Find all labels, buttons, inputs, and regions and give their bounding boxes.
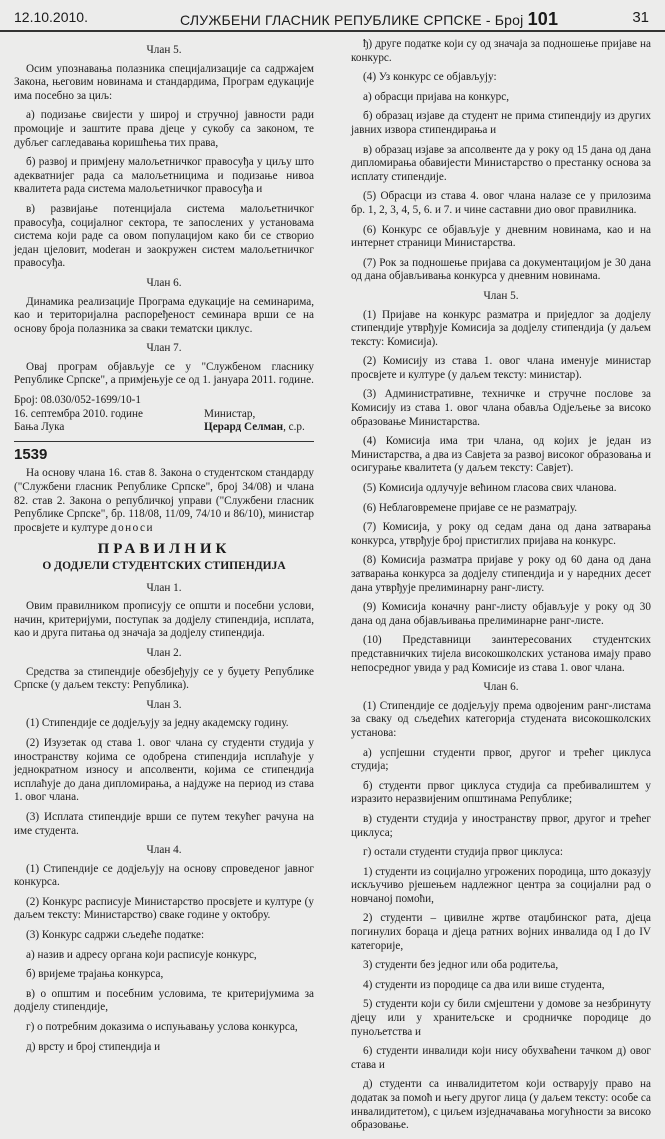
page-number: 31: [632, 9, 649, 26]
article-title: Члан 5.: [146, 44, 182, 56]
signature-block: [14, 394, 314, 435]
signature-place: Бања Лука: [14, 421, 65, 434]
paragraph: а) подизање свијести у широј и стручној јавности ради промоције и заштите права дјеце у сукобу са законом, те дубљег сагледавања коришћења тих права,: [14, 109, 314, 149]
act-number: 1539: [14, 445, 48, 463]
paragraph: (5) Комисија одлучује већином гласова свих чланова.: [363, 482, 617, 495]
paragraph: (3) Конкурс садржи сљедеће податке:: [26, 929, 205, 942]
paragraph: д) студенти са инвалидитетом који остварују право на додатак за помоћ и његу другог лица (у даљем тексту: особе са инвалидитетом), с циљем изједначавања могућности за високо образовање.: [351, 1078, 651, 1132]
paragraph: Средства за стипендије обезбјеђују се у буџету Републике Српске (у даљем тексту: Република).: [14, 665, 314, 692]
article-title: Члан 3.: [146, 698, 182, 711]
paragraph: а) обрасци пријава на конкурс,: [363, 90, 510, 103]
paragraph: (4) Уз конкурс се објављују:: [363, 71, 497, 84]
article-title: Члан 7.: [146, 342, 182, 355]
paragraph: в) развијање потенцијала система малољетничког правосуђа, социјалног сектора, те запослених у установама система који раде са овом популацијом како би се створио један цјеловит, моderан и заокружен систем малољетничког правосуђа.: [14, 202, 314, 270]
article-title: Члан 4.: [146, 844, 182, 857]
document-subtitle: О ДОДЈЕЛИ СТУДЕНТСКИХ СТИПЕНДИЈА: [42, 560, 286, 572]
signature-date: 16. септембра 2010. године: [14, 407, 143, 420]
article-title: Члан 5.: [483, 289, 519, 302]
paragraph: д) врсту и број стипендија и: [26, 1040, 161, 1053]
paragraph: 6) студенти инвалиди који нису обухваћени тачком д) овог става и: [351, 1045, 651, 1071]
document-title: ПРАВИЛНИК: [97, 541, 231, 558]
preamble: [14, 467, 314, 535]
signatory-role: Министар,: [204, 407, 256, 420]
article-title: Члан 6.: [483, 681, 519, 694]
preamble-end: доноси: [110, 521, 154, 534]
left-column: [14, 38, 314, 1060]
paragraph: Овај програм објављује се у "Службеном гласнику Републике Српске", а примјењује се од 1. јануара 2011. године.: [14, 360, 314, 387]
paragraph: (3) Административне, техничке и стручне послове за Комисију из става 1. овог члана обавља Одјељење за високо образовање Министарства.: [351, 388, 651, 428]
journal-title: [180, 9, 558, 30]
paragraph: (2) Изузетак од става 1. овог члана су студенти студија у иностранству којима се одобрена стипендија исплаћује у једнократном износу и апсолвенти, којима се стипендија исплаћује до дана дипломирања, а најдуже на период из става 1. овог члана.: [14, 736, 314, 804]
paragraph: (1) Стипендије се додјељују за једну академску годину.: [26, 717, 289, 730]
paragraph: (9) Комисија коначну ранг-листу објављује у року од 30 дана од дана објављивања прелиминарне ранг-листе.: [351, 601, 651, 627]
signatory-suffix: , с.р.: [283, 421, 305, 434]
paragraph: 2) студенти – цивилне жртве отаџбинског рата, дјеца погинулих бораца и дјеца ратних војних инвалида од I до IV категорије,: [351, 912, 651, 952]
paragraph: а) назив и адресу органа који расписује конкурс,: [26, 948, 257, 961]
paragraph: 3) студенти без једног или оба родитеља,: [363, 959, 559, 972]
paragraph: (6) Конкурс се објављује у дневним новинама, као и на интернет страници Министарства.: [351, 223, 651, 250]
paragraph: г) остали студенти студија првог циклуса:: [363, 846, 563, 859]
issue-number: 101: [527, 9, 559, 29]
journal-name: СЛУЖБЕНИ ГЛАСНИК РЕПУБЛИКЕ СРПСКЕ - Број: [180, 12, 524, 28]
article-title: Члан 6.: [146, 276, 182, 289]
page-header: [0, 0, 665, 32]
paragraph: б) образац изјаве да студент не прима стипендију из других јавних извора стипендирања и: [351, 110, 651, 136]
signatory-name: Церард Селман: [204, 421, 284, 434]
paragraph: б) развој и примјену малољетничког правосуђа у циљу што адекватнијег рада са малољетницима и подизање нивоа квалитета рада система малољетничког правосуђа и: [14, 156, 314, 196]
paragraph: (2) Конкурс расписује Министарство просвјете и културе (у даљем тексту: Министарство) сваке године у октобру.: [14, 895, 314, 922]
paragraph: (7) Рок за подношење пријава са документацијом је 30 дана од дана објављивања конкурса у дневним новинама.: [351, 256, 651, 283]
divider: [14, 441, 314, 442]
paragraph: в) студенти студија у иностранству првог, другог и трећег циклуса;: [351, 812, 651, 839]
paragraph: 4) студенти из породице са два или више студента,: [363, 978, 605, 991]
paragraph: г) о потребним доказима о испуњавању услова конкурса,: [26, 1021, 298, 1034]
document-number: Број: 08.030/052-1699/10-1: [14, 394, 141, 407]
article-title: Члан 2.: [146, 646, 182, 659]
paragraph: Динамика реализације Програма едукације на семинарима, као и територијална распоређеност семинара врши се на основу броја полазника за сваки тематски циклус.: [14, 295, 314, 335]
paragraph: (5) Обрасци из става 4. овог члана налазе се у прилозима бр. 1, 2, 3, 4, 5, 6. и 7. и чине саставни дио овог правилника.: [351, 190, 651, 216]
paragraph: б) студенти првог циклуса студија са пребивалиштем у изразито неразвијеним општинама Републике;: [351, 779, 651, 806]
paragraph: 1) студенти из социјално угрожених породица, што доказују искључиво рјешењем надлежног центра за социјални рад о новчаној помоћи,: [351, 865, 651, 905]
paragraph: 5) студенти који су били смјештени у домове за незбринуту дјецу или у хранитељске и сродничке породице до пунољетства и: [351, 998, 651, 1038]
paragraph: в) образац изјаве за апсолвенте да у року од 15 дана од дана дипломирања обавијести Министарство о престанку основа за исплату стипендије.: [351, 143, 651, 183]
paragraph: (2) Комисију из става 1. овог члана именује министар просвјете и културе (у даљем тексту: министар).: [351, 355, 651, 381]
paragraph: ђ) друге податке који су од значаја за подношење пријаве на конкурс.: [351, 38, 651, 64]
paragraph: (8) Комисија разматра пријаве у року од 60 дана од дана затварања конкурса за додјелу стипендија и у наредних десет дана утврђује прелиминарну ранг-листу.: [351, 554, 651, 594]
paragraph: а) успјешни студенти првог, другог и трећег циклуса студија;: [351, 746, 651, 773]
paragraph: (6) Неблаговремене пријаве се не разматрају.: [363, 501, 578, 514]
paragraph: Овим правилником прописују се општи и посебни услови, начин, критеријуми, поступак за додјелу стипендија, исплата, као и друга питања од значаја за додјелу стипендија.: [14, 600, 314, 640]
paragraph: (10) Представници заинтересованих студентских представничких тијела високошколских установа имају право непосредног увида у рад Комисије из става 1. овог члана.: [351, 634, 651, 674]
paragraph: (7) Комисија, у року од седам дана од дана затварања конкурса, утврђује број пристиглих пријава на конкурс.: [351, 521, 651, 547]
paragraph: Осим упознавања полазника специјализације са садржајем Закона, његовим новинама и стандардима, Програм едукације има посебно за циљ:: [14, 62, 314, 102]
issue-date: 12.10.2010.: [14, 9, 88, 25]
article-title: Члан 1.: [146, 581, 182, 594]
paragraph: (1) Стипендије се додјељују према одвојеним ранг-листама за сваку од сљедећих категорија студената високошколских установа:: [351, 699, 651, 739]
paragraph: (3) Исплата стипендије врши се путем текућег рачуна на име студента.: [14, 810, 314, 837]
paragraph: (4) Комисија има три члана, од којих је један из Министарства, а два из Савјета за развој високог образовања и осигурање квалитета (у даљем тексту: Савјет).: [351, 435, 651, 475]
paragraph: (1) Стипендије се додјељују на основу спроведеног јавног конкурса.: [14, 862, 314, 889]
preamble-text: На основу члана 16. став 8. Закона о студентском стандарду ("Службени гласник Републике Српске", број 34/08) и члана 82. став 2. Закона о републичкој управи ("Службени гласник Републике Српске", бр. 118/08, 11/09, 74/10 и 86/10), министар просвјете и културе: [14, 467, 314, 534]
paragraph: в) о општим и посебним условима, те критеријумима за додјелу стипендије,: [14, 987, 314, 1014]
paragraph: (1) Пријаве на конкурс разматра и приједлог за додјелу стипендије утврђује Комисија за додјелу стипендија (у даљем тексту: Комисија).: [351, 308, 651, 348]
paragraph: б) вријеме трајања конкурса,: [26, 968, 164, 981]
right-column: [351, 38, 651, 1139]
